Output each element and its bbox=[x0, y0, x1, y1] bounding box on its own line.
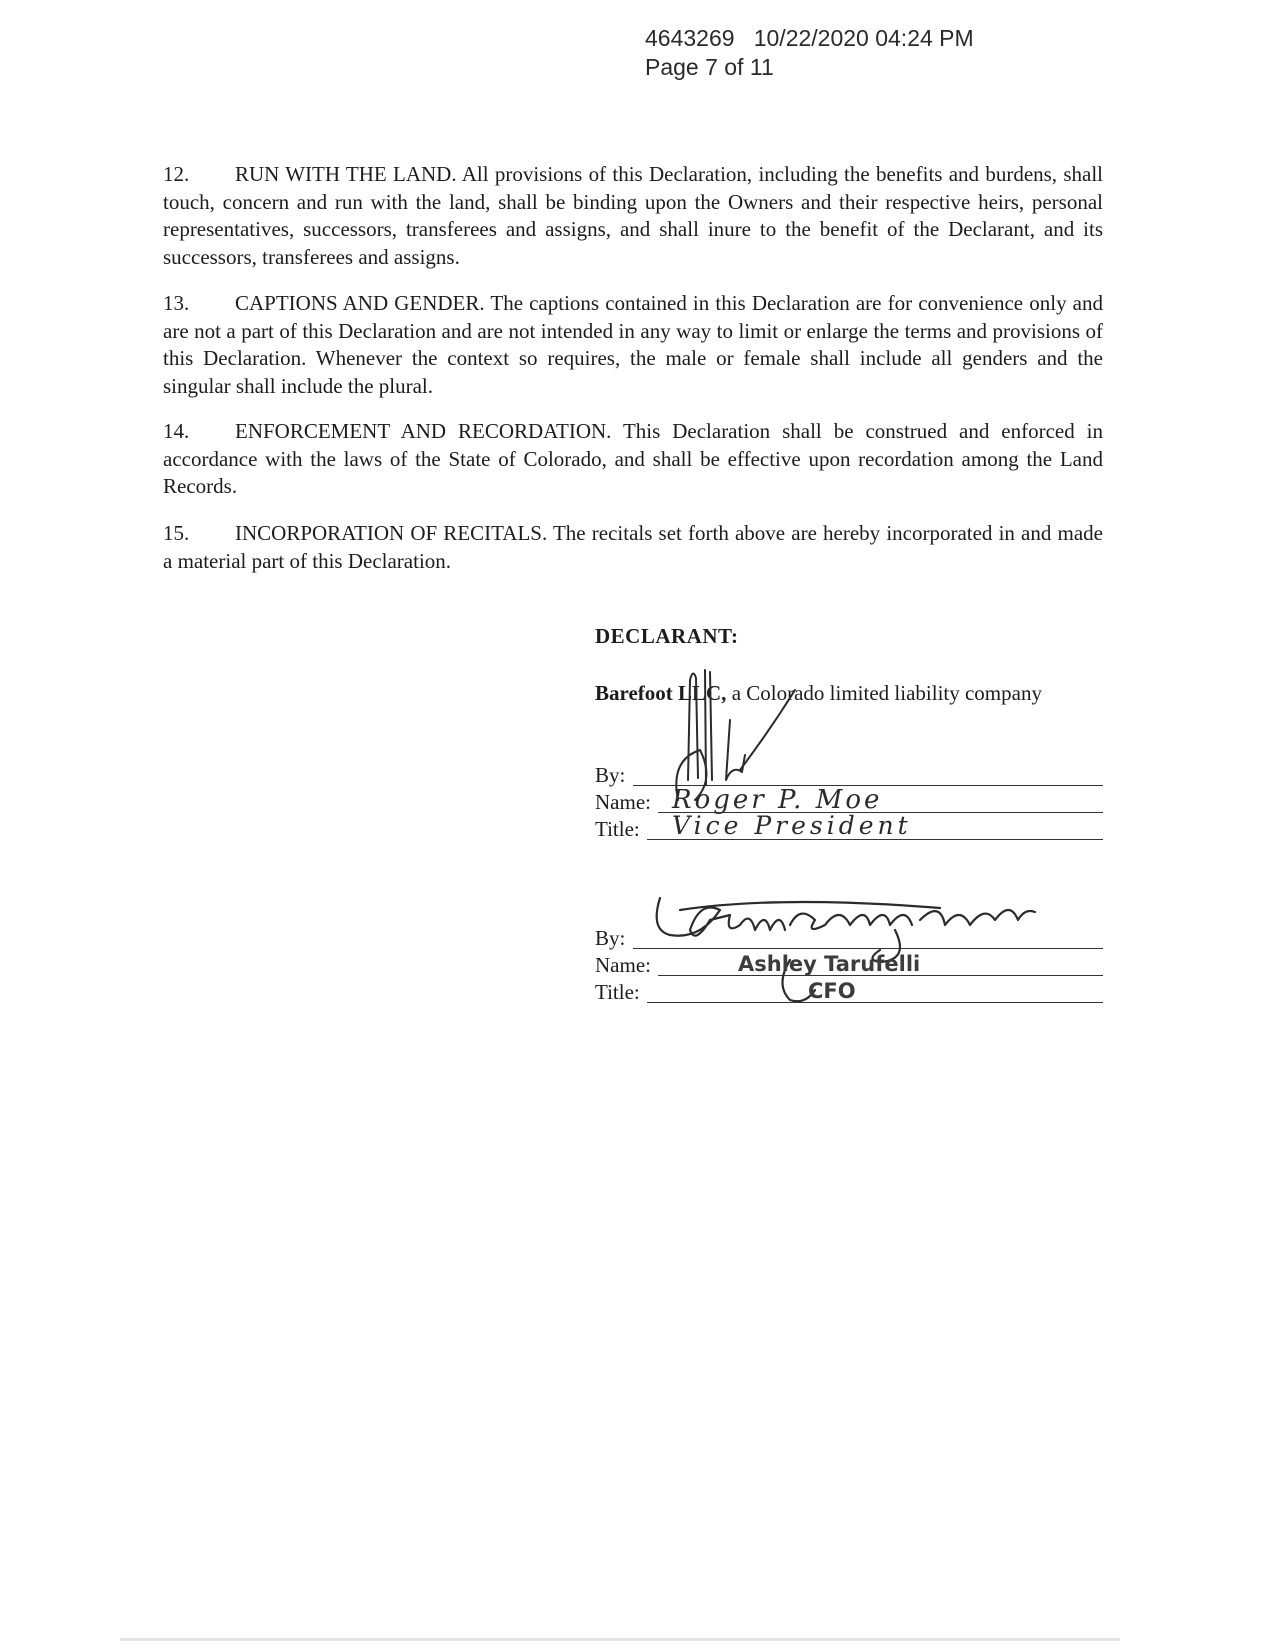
section-13 bbox=[163, 290, 1103, 400]
recording-stamp bbox=[645, 24, 974, 82]
section-number: 14. bbox=[163, 419, 190, 443]
handwritten-title-text: Vice President bbox=[672, 811, 912, 840]
section-14 bbox=[163, 418, 1103, 501]
section-text: ENFORCEMENT AND RECORDATION. This Declaration shall be construed and enforced in accordance with the laws of the State of Colorado, and shall be effective upon recordation among the Land Records. bbox=[163, 419, 1103, 498]
handwritten-title-vice-president bbox=[668, 806, 912, 846]
recording-datetime: 10/22/2020 04:24 PM bbox=[753, 25, 974, 51]
section-text: INCORPORATION OF RECITALS. The recitals set forth above are hereby incorporated in and made a material part of this Declaration. bbox=[163, 521, 1103, 573]
section-12 bbox=[163, 161, 1103, 271]
page-indicator: Page 7 of 11 bbox=[645, 54, 774, 80]
handwritten-name-text: Roger P. Moe bbox=[672, 785, 883, 815]
section-number: 12. bbox=[163, 162, 190, 186]
doc-number: 4643269 bbox=[645, 25, 735, 51]
by-label: By: bbox=[595, 926, 626, 950]
by-label: By: bbox=[595, 763, 626, 787]
section-number: 15. bbox=[163, 521, 190, 545]
section-text: CAPTIONS AND GENDER. The captions contained in this Declaration are for convenience only and are not a part of this Declaration and are not intended in any way to limit or enlarge the terms and provisions of this Declaration. Whenever the context so requires, the male or female shall include all genders and the singular shall include the plural. bbox=[163, 291, 1103, 398]
stamp-line-1 bbox=[645, 24, 974, 53]
title-label: Title: bbox=[595, 817, 640, 841]
name-label: Name: bbox=[595, 953, 651, 977]
typed-signer-title: CFO bbox=[808, 979, 856, 1003]
section-15 bbox=[163, 520, 1103, 575]
title-label: Title: bbox=[595, 980, 640, 1004]
company-name: Barefoot LLC, bbox=[595, 681, 727, 705]
company-type: a Colorado limited liability company bbox=[731, 681, 1042, 705]
section-text: RUN WITH THE LAND. All provisions of this Declaration, including the benefits and burdens, shall touch, concern and run with the land, shall be binding upon the Owners and their respective heirs, personal representatives, successors, transferees and assigns, and shall inure to the benefit of the Declarant, and its successors, transferees and assigns. bbox=[163, 162, 1103, 269]
name-label: Name: bbox=[595, 790, 651, 814]
typed-signer-name: Ashley Tarufelli bbox=[738, 952, 921, 976]
section-number: 13. bbox=[163, 291, 190, 315]
declarant-heading: DECLARANT: bbox=[595, 624, 739, 648]
scan-artifact-line bbox=[120, 1638, 1120, 1641]
